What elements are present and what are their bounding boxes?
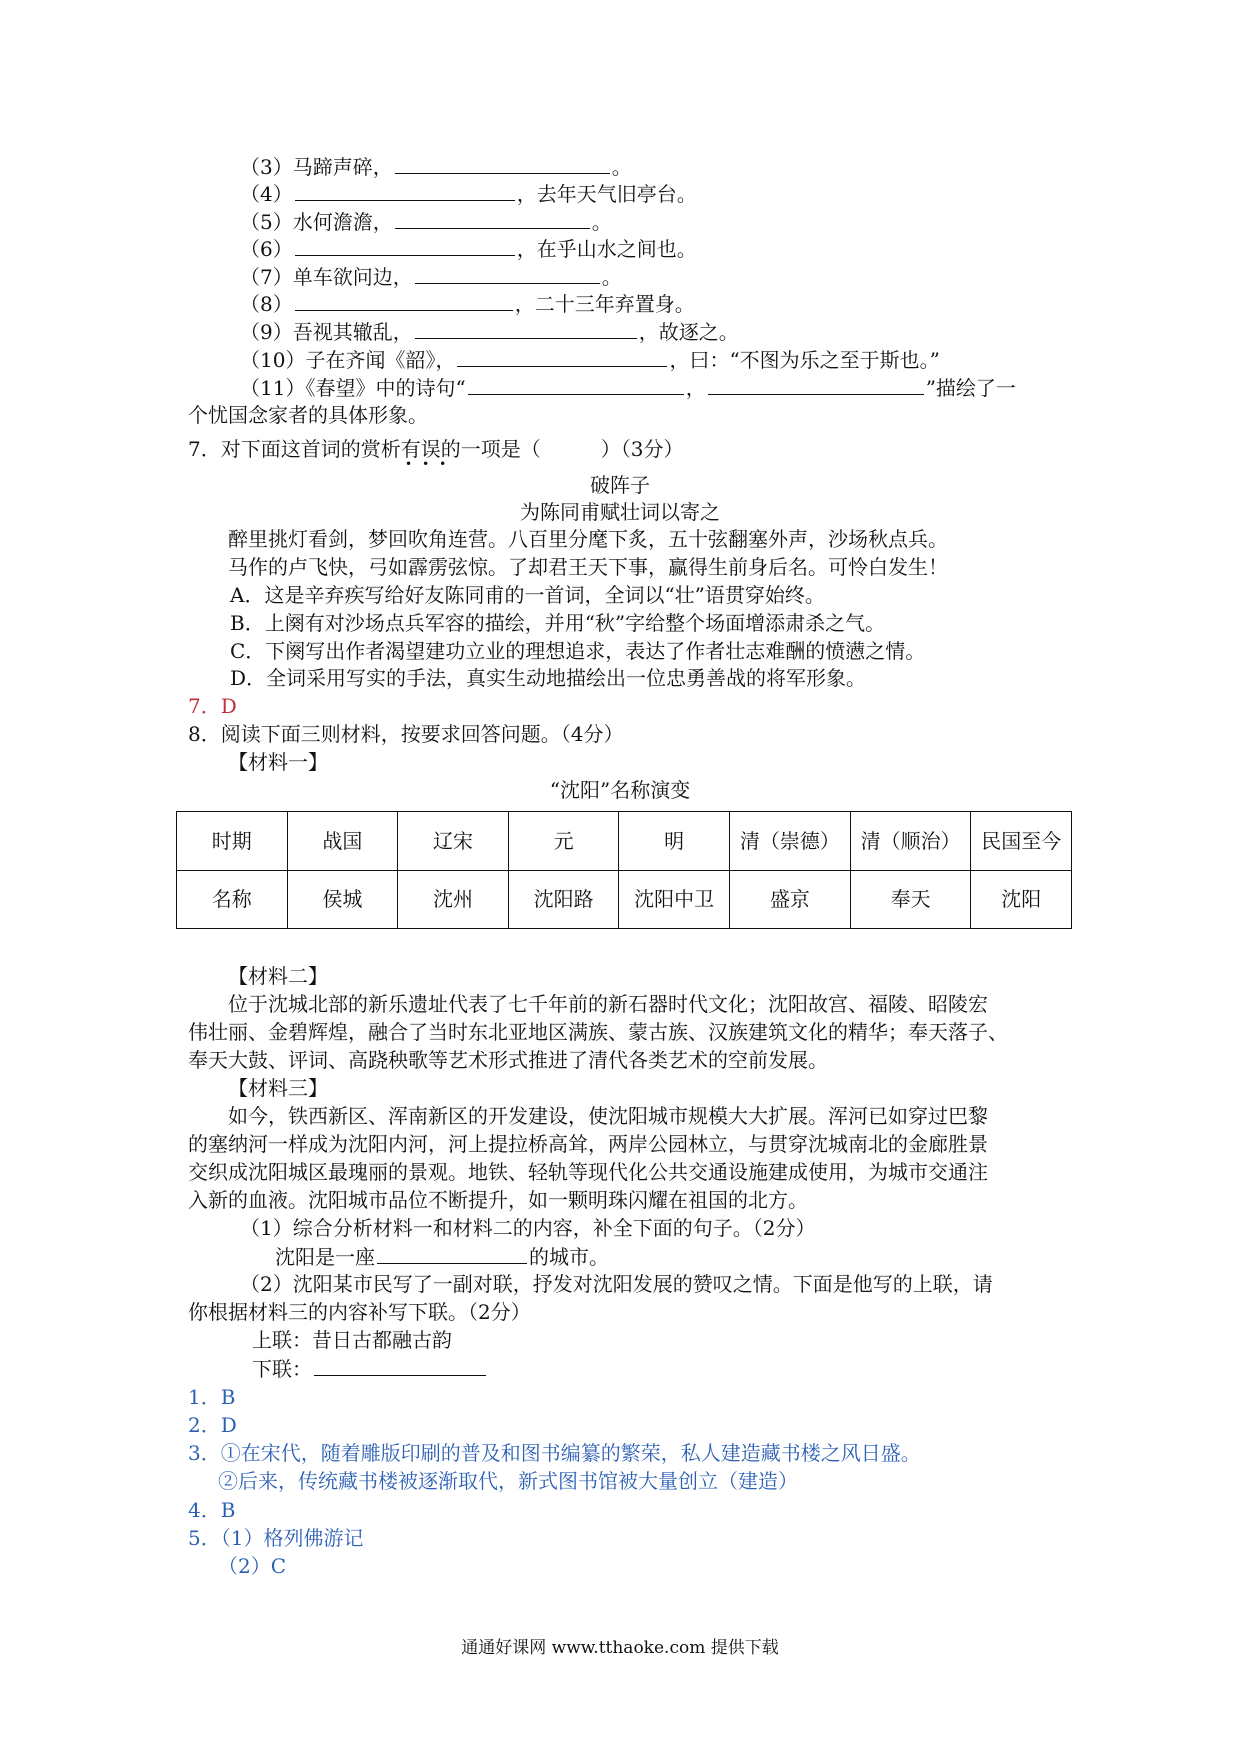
- item-text-after: 。: [601, 265, 622, 289]
- table-cell: 时期: [177, 812, 288, 871]
- item-text-after: ，在乎山水之间也。: [516, 237, 697, 261]
- table-cell: 沈阳: [971, 870, 1072, 929]
- table-title: “沈阳”名称演变: [549, 778, 691, 802]
- question-item-3: [240, 153, 632, 180]
- item-number: （9）: [240, 320, 293, 344]
- question-item-6: [240, 235, 697, 262]
- emphasis-dots: •••: [405, 457, 457, 471]
- item-text: 马蹄声碎，: [292, 155, 393, 179]
- item-text: 子在齐闻《韶》，: [305, 348, 456, 372]
- question-item-11-cont: 个忧国念家者的具体形象。: [188, 403, 428, 427]
- sub-question-2-cont: 你根据材料三的内容补写下联。（2分）: [188, 1300, 531, 1324]
- poem-title: 破阵子: [590, 473, 650, 497]
- answer-blank[interactable]: [295, 180, 515, 201]
- answer-blank[interactable]: [295, 235, 515, 256]
- item-number: （3）: [240, 155, 293, 179]
- table-cell: 清（顺治）: [850, 812, 971, 871]
- material-3-label: 【材料三】: [228, 1076, 328, 1100]
- item-text-after: 。: [591, 210, 612, 234]
- poem-subtitle: 为陈同甫赋壮词以寄之: [520, 500, 720, 524]
- answer-blank[interactable]: [377, 1243, 527, 1264]
- item-text: 下联：: [252, 1357, 312, 1381]
- item-text: 吾视其辙乱，: [292, 320, 413, 344]
- answer-3: 3．①在宋代，随着雕版印刷的普及和图书编纂的繁荣，私人建造藏书楼之风日盛。: [188, 1441, 921, 1465]
- table-cell: 战国: [287, 812, 398, 871]
- option-b: B．上阕有对沙场点兵军容的描绘，并用“秋”字给整个场面增添肃杀之气。: [230, 611, 886, 635]
- item-number: （6）: [240, 237, 293, 261]
- table-cell: 民国至今: [971, 812, 1072, 871]
- item-number: （7）: [240, 265, 293, 289]
- table-cell: 奉天: [850, 870, 971, 929]
- table-cell: 盛京: [729, 870, 850, 929]
- answer-4: 4．B: [188, 1498, 236, 1522]
- item-text: 水何澹澹，: [292, 210, 393, 234]
- item-number: （10）: [240, 348, 306, 372]
- question-item-4: [240, 180, 697, 207]
- item-text-after: 的城市。: [529, 1245, 609, 1269]
- page-footer: 通通好课网 www.tthaoke.com 提供下载: [461, 1638, 779, 1658]
- material-2-line: 奉天大鼓、评词、高跷秧歌等艺术形式推进了清代各类艺术的空前发展。: [188, 1048, 828, 1072]
- material-3-line: 如今，铁西新区、浑南新区的开发建设，使沈阳城市规模大大扩展。浑河已如穿过巴黎: [228, 1104, 988, 1128]
- answer-3-cont: ②后来，传统藏书楼被逐渐取代，新式图书馆被大量创立（建造）: [218, 1469, 798, 1493]
- poem-line-1: 醉里挑灯看剑，梦回吹角连营。八百里分麾下炙，五十弦翻塞外声，沙场秋点兵。: [228, 527, 948, 551]
- answer-blank[interactable]: [295, 290, 513, 311]
- item-number: （4）: [240, 182, 293, 206]
- answer-blank[interactable]: [415, 263, 600, 284]
- question-item-5: [240, 208, 612, 235]
- question-item-10: [240, 346, 940, 373]
- name-evolution-table: [176, 811, 1072, 929]
- item-text-after: ”描绘了一: [925, 376, 1016, 400]
- sub-question-2: （2）沈阳某市民写了一副对联，抒发对沈阳发展的赞叹之情。下面是他写的上联，请: [240, 1272, 993, 1296]
- item-text-after: ，去年天气旧亭台。: [516, 182, 697, 206]
- item-text-after: ，曰：“不图为乐之至于斯也。”: [669, 348, 940, 372]
- table-cell: 清（崇德）: [729, 812, 850, 871]
- item-number: （11）: [240, 376, 306, 400]
- option-c: C．下阕写出作者渴望建功立业的理想追求，表达了作者壮志难酬的愤懑之情。: [230, 639, 926, 663]
- item-number: （8）: [240, 292, 293, 316]
- table-cell: 沈州: [398, 870, 509, 929]
- material-1-label: 【材料一】: [228, 750, 328, 774]
- lower-couplet: [252, 1355, 488, 1382]
- answer-1: 1．B: [188, 1385, 236, 1409]
- answer-blank[interactable]: [457, 346, 667, 367]
- answer-7: 7．D: [188, 694, 237, 718]
- question-item-9: [240, 318, 739, 345]
- table-cell: 侯城: [287, 870, 398, 929]
- question-item-11: [240, 374, 1016, 401]
- item-text: 《春望》中的诗句“: [305, 376, 466, 400]
- item-text: 沈阳是一座: [275, 1245, 375, 1269]
- material-3-line: 的塞纳河一样成为沈阳内河，河上提拉桥高耸，两岸公园林立，与贯穿沈城南北的金廊胜景: [188, 1132, 988, 1156]
- material-2-line: 伟壮丽、金碧辉煌，融合了当时东北亚地区满族、蒙古族、汉族建筑文化的精华；奉天落子、: [188, 1020, 1008, 1044]
- question-8-stem: 8．阅读下面三则材料，按要求回答问题。（4分）: [188, 722, 624, 746]
- answer-blank[interactable]: [395, 153, 610, 174]
- item-text-after: 。: [611, 155, 632, 179]
- poem-line-2: 马作的卢飞快，弓如霹雳弦惊。了却君王天下事，赢得生前身后名。可怜白发生！: [228, 555, 948, 579]
- table-cell: 辽宋: [398, 812, 509, 871]
- answer-2: 2．D: [188, 1413, 237, 1437]
- answer-blank[interactable]: [415, 318, 637, 339]
- option-a: A．这是辛弃疾写给好友陈同甫的一首词，全词以“壮”语贯穿始终。: [230, 583, 825, 607]
- item-text-mid: ，: [685, 376, 706, 400]
- material-2-label: 【材料二】: [228, 964, 328, 988]
- material-3-line: 交织成沈阳城区最瑰丽的景观。地铁、轻轨等现代化公共交通设施建成使用，为城市交通注: [188, 1160, 988, 1184]
- question-item-7: [240, 263, 622, 290]
- item-text: 单车欲问边，: [292, 265, 413, 289]
- table-cell: 沈阳路: [508, 870, 619, 929]
- question-item-8: [240, 290, 695, 317]
- material-3-line: 入新的血液。沈阳城市品位不断提升，如一颗明珠闪耀在祖国的北方。: [188, 1188, 808, 1212]
- table-cell: 名称: [177, 870, 288, 929]
- table-cell: 明: [619, 812, 730, 871]
- question-7-stem: 7．对下面这首词的赏析有误的一项是（ ）（3分）: [188, 437, 684, 461]
- item-text-after: ，故逐之。: [638, 320, 739, 344]
- sub-question-1-blank-line: [275, 1243, 609, 1270]
- answer-blank[interactable]: [708, 374, 924, 395]
- table-cell: 元: [508, 812, 619, 871]
- table-row: [177, 812, 1072, 871]
- upper-couplet: 上联：昔日古都融古韵: [252, 1328, 452, 1352]
- item-text-after: ，二十三年弃置身。: [514, 292, 695, 316]
- table-cell: 沈阳中卫: [619, 870, 730, 929]
- item-number: （5）: [240, 210, 293, 234]
- answer-blank[interactable]: [468, 374, 684, 395]
- answer-blank[interactable]: [395, 208, 590, 229]
- sub-question-1: （1）综合分析材料一和材料二的内容，补全下面的句子。（2分）: [240, 1216, 816, 1240]
- answer-5-cont: （2）C: [218, 1554, 287, 1578]
- material-2-line: 位于沈城北部的新乐遗址代表了七千年前的新石器时代文化；沈阳故宫、福陵、昭陵宏: [228, 992, 988, 1016]
- option-d: D．全词采用写实的手法，真实生动地描绘出一位忠勇善战的将军形象。: [230, 666, 867, 690]
- answer-5: 5．（1）格列佛游记: [188, 1526, 364, 1550]
- table-row: [177, 870, 1072, 929]
- answer-blank[interactable]: [314, 1355, 486, 1376]
